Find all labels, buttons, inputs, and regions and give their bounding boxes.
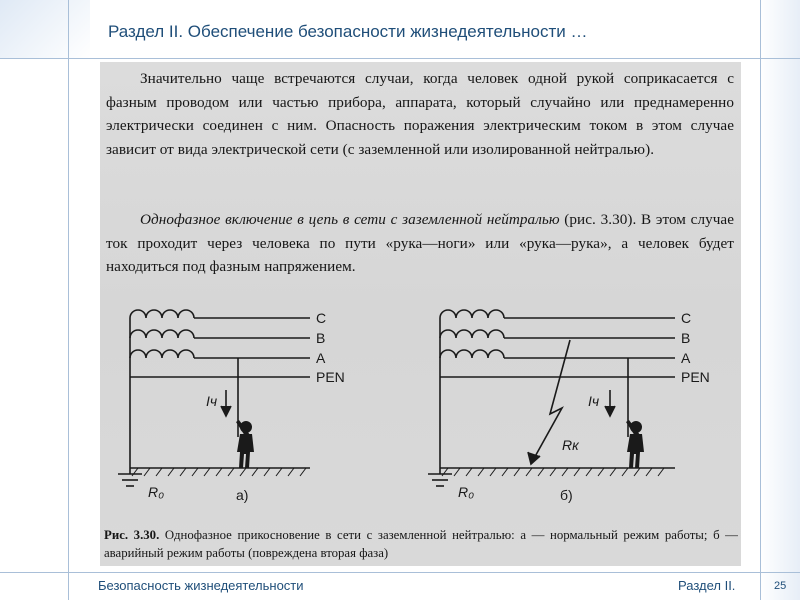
decor-corner [0,0,90,58]
footer-section: Раздел II. [678,578,736,593]
panel-label-a: а) [236,487,249,503]
page-number: 25 [774,580,787,592]
circuit-figure [100,302,741,542]
label-fault-resistance: Rк [562,437,579,453]
label-ground-resistance: R₀ [148,484,165,500]
paragraph-2-rest: (рис. 3.30). В этом случае ток проходит через человека по пути «рука—ноги» или «рука—рука», а человек будет находиться под фазным напряжением. [106,211,734,275]
label-phase-a: A [316,350,326,366]
label-phase-a: A [681,350,691,366]
label-ground-resistance: R₀ [458,484,475,500]
paragraph-2-lead: Однофазное включение в цепь в сети с заземленной нейтралью [140,211,560,228]
caption-label: Рис. 3.30. [104,528,160,542]
frame-line [68,0,69,600]
frame-line [0,58,800,59]
paragraph-2 [106,208,734,279]
label-phase-b: B [316,330,326,346]
label-phase-c: C [316,310,327,326]
paragraph-1: Значительно чаще встречаются случаи, когда человек одной рукой соприкасается с фазным проводом или частью прибора, аппарата, который случайно или преднамеренно электрически соединен с ним. Опасность поражения электрическим током в этом случае зависит от вида электрической сети (с заземленной или изолированной нейтралью). [106,70,734,158]
figure-caption [104,526,738,562]
label-pen: PEN [681,369,710,385]
frame-line [760,0,761,600]
footer-course-title: Безопасность жизнедеятельности [98,578,304,593]
frame-line [0,572,800,573]
panel-label-b: б) [560,487,573,503]
caption-text: Однофазное прикосновение в сети с заземленной нейтралью: а — нормальный режим работы; б — аварийный режим работы (повреждена вторая фаза) [104,528,738,560]
label-current: Iч [206,393,218,409]
decor-right-band [760,0,800,600]
label-pen: PEN [316,369,345,385]
label-current: Iч [588,393,600,409]
label-phase-c: C [681,310,692,326]
slide-title: Раздел II. Обеспечение безопасности жизнедеятельности … [108,22,588,41]
scanned-page [100,62,741,566]
label-phase-b: B [681,330,691,346]
